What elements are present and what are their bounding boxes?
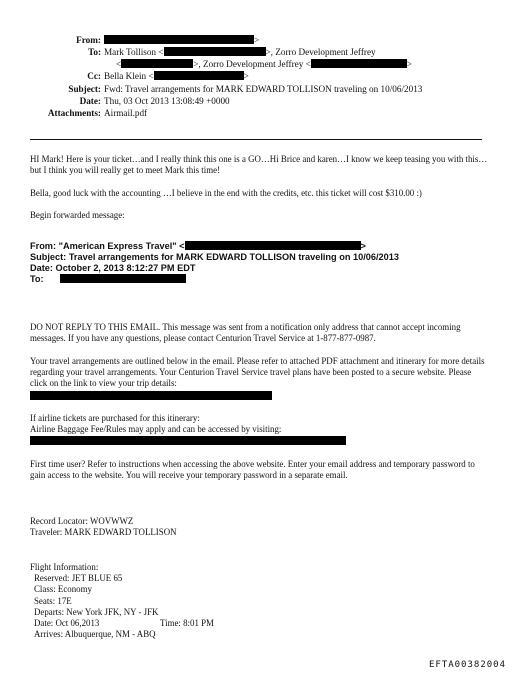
subject-label: Subject: <box>68 84 101 94</box>
date-label: Date: <box>79 96 101 106</box>
fwd-subject-row <box>30 252 399 263</box>
airline-text-1: If airline tickets are purchased for this itinerary: <box>30 413 200 423</box>
outline-text: Your travel arrangements are outlined below in the email. Please refer to attached PDF attachment and itinerary for more details regarding your travel arrangements. Your Centurion Travel Service travel plans have been posted to a secure website. Please click on the link to view your trip details: <box>30 356 485 389</box>
cc-value <box>104 70 249 82</box>
body-p3: Begin forwarded message: <box>30 210 125 220</box>
airline-paragraph <box>30 413 490 448</box>
fwd-date-row <box>30 263 195 274</box>
date-value: Thu, 03 Oct 2013 13:08:49 +0000 <box>104 96 230 106</box>
from-value <box>104 34 259 46</box>
redaction-bar <box>121 59 193 68</box>
flight-date-row <box>30 618 490 629</box>
redaction-bar <box>104 35 254 44</box>
document-stamp: EFTA00382004 <box>428 660 506 670</box>
body-p2: Bella, good luck with the accounting …I believe in the end with the credits, etc. this ticket will cost $310.00 :) <box>30 188 422 198</box>
fwd-date-value: October 2, 2013 8:12:27 PM EDT <box>55 263 196 273</box>
record-paragraph <box>30 516 490 538</box>
to-line2-mid: >, Zorro Development Jeffrey < <box>193 59 311 69</box>
to-value-2 <box>116 58 412 70</box>
flight-arrives: Arrives: Albuquerque, NM - ABQ <box>34 629 156 640</box>
subject-value: Fwd: Travel arrangements for MARK EDWARD TOLLISON traveling on 10/06/2013 <box>104 84 423 94</box>
traveler: Traveler: MARK EDWARD TOLLISON <box>30 527 177 538</box>
notice-paragraph <box>30 322 490 344</box>
flight-class: Class: Economy <box>34 584 92 595</box>
begin-forwarded <box>30 210 490 221</box>
fwd-from-row <box>30 241 366 252</box>
to-line2-start: < <box>116 59 122 69</box>
to-line2-end: > <box>406 59 412 69</box>
cc-label: Cc: <box>87 71 101 81</box>
fwd-from-name: "American Express Travel" < <box>58 241 185 251</box>
to-name: Mark Tollison < <box>104 47 164 57</box>
body-p1: HI Mark! Here is your ticket…and I really think this one is a GO…Hi Brice and karen…I know we keep teasing you with this…but I think you will really get to meet Mark this time! <box>30 154 488 176</box>
first-time-text: First time user? Refer to instructions when accessing the above website. Enter your email address and temporary password to gain access to the website. You will receive your temporary password in a separate email. <box>30 459 475 481</box>
flight-date: Date: Oct 06,2013 <box>34 618 100 629</box>
to-label: To: <box>88 47 101 57</box>
to-value <box>104 46 376 58</box>
fwd-from-label: From: <box>30 241 57 251</box>
accounting-paragraph <box>30 188 490 199</box>
header-divider <box>30 139 482 140</box>
fwd-date-label: Date: <box>30 263 53 273</box>
redaction-bar <box>30 436 346 445</box>
airline-text-2: Airline Baggage Fee/Rules may apply and can be accessed by visiting: <box>30 424 282 435</box>
fwd-subject-value: Travel arrangements for MARK EDWARD TOLLISON traveling on 10/06/2013 <box>68 252 399 262</box>
fwd-from-end: > <box>360 241 366 251</box>
attachments-label: Attachments: <box>47 108 101 118</box>
redaction-bar <box>185 241 361 250</box>
attachments-value[interactable]: Airmail.pdf <box>104 108 148 118</box>
cc-name: Bella Klein < <box>104 71 154 81</box>
to-mid: >, Zorro Development Jeffrey <box>265 47 376 57</box>
flight-info-label: Flight Information: <box>30 562 99 572</box>
cc-end: > <box>243 71 249 81</box>
flight-seats: Seats: 17E <box>34 595 72 606</box>
redaction-bar <box>60 274 186 283</box>
flight-departs: Departs: New York JFK, NY - JFK <box>34 606 159 617</box>
greeting-paragraph <box>30 154 490 176</box>
from-end: > <box>254 35 260 45</box>
redaction-bar <box>30 391 272 400</box>
flight-reserved: Reserved: JET BLUE 65 <box>34 573 123 584</box>
from-label: From: <box>76 35 101 45</box>
redaction-bar <box>164 47 266 56</box>
flight-paragraph <box>30 562 490 640</box>
first-time-paragraph <box>30 459 490 481</box>
flight-time: Time: 8:01 PM <box>160 618 214 629</box>
redaction-bar <box>154 71 244 80</box>
notice-text: DO NOT REPLY TO THIS EMAIL. This message was sent from a notification only address that cannot accept incoming messages. If you have any questions, please contact Centurion Travel Service at 1-877-877-0987. <box>30 322 461 344</box>
fwd-to-row <box>30 274 186 285</box>
fwd-to-label: To: <box>30 274 44 284</box>
redaction-bar <box>311 59 407 68</box>
record-locator: Record Locator: WOVWWZ <box>30 516 134 526</box>
outline-paragraph <box>30 356 490 402</box>
fwd-subject-label: Subject: <box>30 252 67 262</box>
